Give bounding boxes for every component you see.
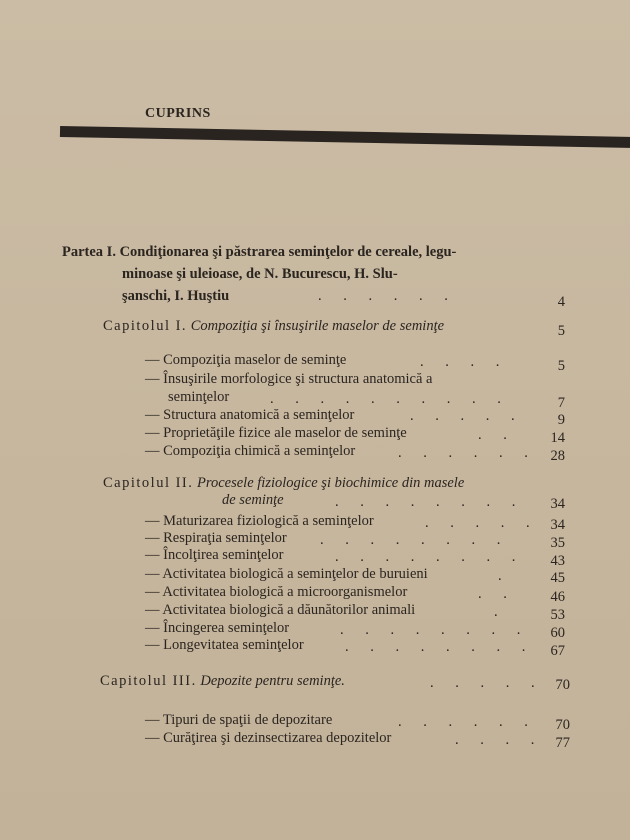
chapter-3-item-1: — Tipuri de spaţii de depozitare: [145, 712, 333, 728]
leader-dots: . . . . . . . .: [340, 622, 530, 638]
leader-dots: .: [494, 604, 507, 620]
chapter-2-item-2-page: 35: [550, 535, 565, 551]
leader-dots: . . . . . . . .: [335, 549, 525, 565]
chapter-1-item-1: — Compoziţia maselor de seminţe: [145, 352, 347, 368]
chapter-2-item-7: — Încingerea seminţelor: [145, 620, 290, 636]
chapter-2-item-7-page: 60: [550, 625, 565, 641]
chapter-2-label: Capitolul II.: [103, 475, 194, 491]
leader-dots: . . . .: [420, 354, 509, 370]
chapter-3-item-1-page: 70: [555, 717, 570, 733]
chapter-2-heading: [103, 475, 464, 492]
part-title-line-1: Partea I. Condiţionarea şi păstrarea seminţelor de cereale, legu-: [62, 244, 457, 260]
chapter-1-item-5: — Compoziţia chimică a seminţelor: [145, 443, 356, 459]
leader-dots: . . . . .: [425, 515, 539, 531]
chapter-2-item-3-page: 43: [550, 553, 565, 569]
chapter-2-item-6-page: 53: [550, 607, 565, 623]
leader-dots: . . . . . . . .: [345, 639, 535, 655]
chapter-1-item-5-page: 28: [550, 448, 565, 464]
chapter-1-item-4-page: 14: [550, 430, 565, 446]
part-title-line-3: şanschi, I. Huştiu: [122, 288, 230, 304]
part-page: 4: [557, 294, 565, 310]
leader-dots: . . . . . . . .: [335, 494, 525, 510]
chapter-3-label: Capitolul III.: [100, 673, 197, 689]
chapter-1-title: Compoziţia şi însuşirile maselor de seminţe: [190, 318, 445, 334]
chapter-1-page: 5: [557, 323, 565, 339]
chapter-1-item-2: — Însuşirile morfologice şi structura anatomică a: [145, 371, 433, 387]
chapter-1-item-3-page: 9: [557, 412, 565, 428]
chapter-2-item-1: — Maturizarea fiziologică a seminţelor: [145, 513, 374, 529]
chapter-2-item-6: — Activitatea biologică a dăunătorilor animali: [145, 602, 416, 618]
leader-dots: .: [498, 568, 511, 584]
chapter-1-item-1-page: 5: [557, 358, 565, 374]
chapter-1-label: Capitolul I.: [103, 318, 188, 334]
leader-dots: . . . . . . . . . .: [270, 391, 510, 407]
chapter-3-page: 70: [555, 677, 570, 693]
leader-dots: . . . .: [455, 732, 544, 748]
leader-dots: . .: [478, 586, 516, 602]
chapter-2-item-2: — Respiraţia seminţelor: [145, 530, 287, 546]
chapter-2-title-cont: de seminţe: [222, 492, 284, 508]
chapter-1-item-2-page: 7: [557, 395, 565, 411]
chapter-1-item-4: — Proprietăţile fizice ale maselor de seminţe: [145, 425, 407, 441]
leader-dots: . . . . . .: [318, 288, 457, 304]
chapter-2-title: Procesele fiziologice şi biochimice din masele: [197, 475, 465, 491]
chapter-3-heading: [100, 673, 345, 690]
chapter-2-item-8-page: 67: [550, 643, 565, 659]
chapter-2-item-3: — Încolţirea seminţelor: [145, 547, 284, 563]
leader-dots: . . . . . . . .: [320, 532, 510, 548]
chapter-2-item-4-page: 45: [550, 570, 565, 586]
page-title: CUPRINS: [145, 106, 211, 121]
chapter-2-item-5-page: 46: [550, 589, 565, 605]
part-title-line-2: minoase şi uleioase, de N. Bucurescu, H. Slu-: [122, 266, 398, 282]
chapter-1-item-3: — Structura anatomică a seminţelor: [145, 407, 355, 423]
leader-dots: . . . . . .: [398, 445, 537, 461]
chapter-3-item-2-page: 77: [555, 735, 570, 751]
leader-dots: . . . . .: [410, 408, 524, 424]
leader-dots: . . . . . .: [398, 714, 537, 730]
chapter-2-item-1-page: 34: [550, 517, 565, 533]
chapter-3-title: Depozite pentru seminţe.: [200, 673, 345, 689]
leader-dots: . . . . .: [430, 675, 544, 691]
chapter-1-heading: [103, 318, 444, 335]
chapter-2-page: 34: [550, 496, 565, 512]
chapter-2-item-5: — Activitatea biologică a microorganismelor: [145, 584, 408, 600]
chapter-2-item-8: — Longevitatea seminţelor: [145, 637, 304, 653]
chapter-2-item-4: — Activitatea biologică a seminţelor de buruieni: [145, 566, 428, 582]
chapter-1-item-2-cont: seminţelor: [168, 389, 230, 405]
leader-dots: . .: [478, 427, 516, 443]
chapter-3-item-2: — Curăţirea şi dezinsectizarea depozitelor: [145, 730, 392, 746]
